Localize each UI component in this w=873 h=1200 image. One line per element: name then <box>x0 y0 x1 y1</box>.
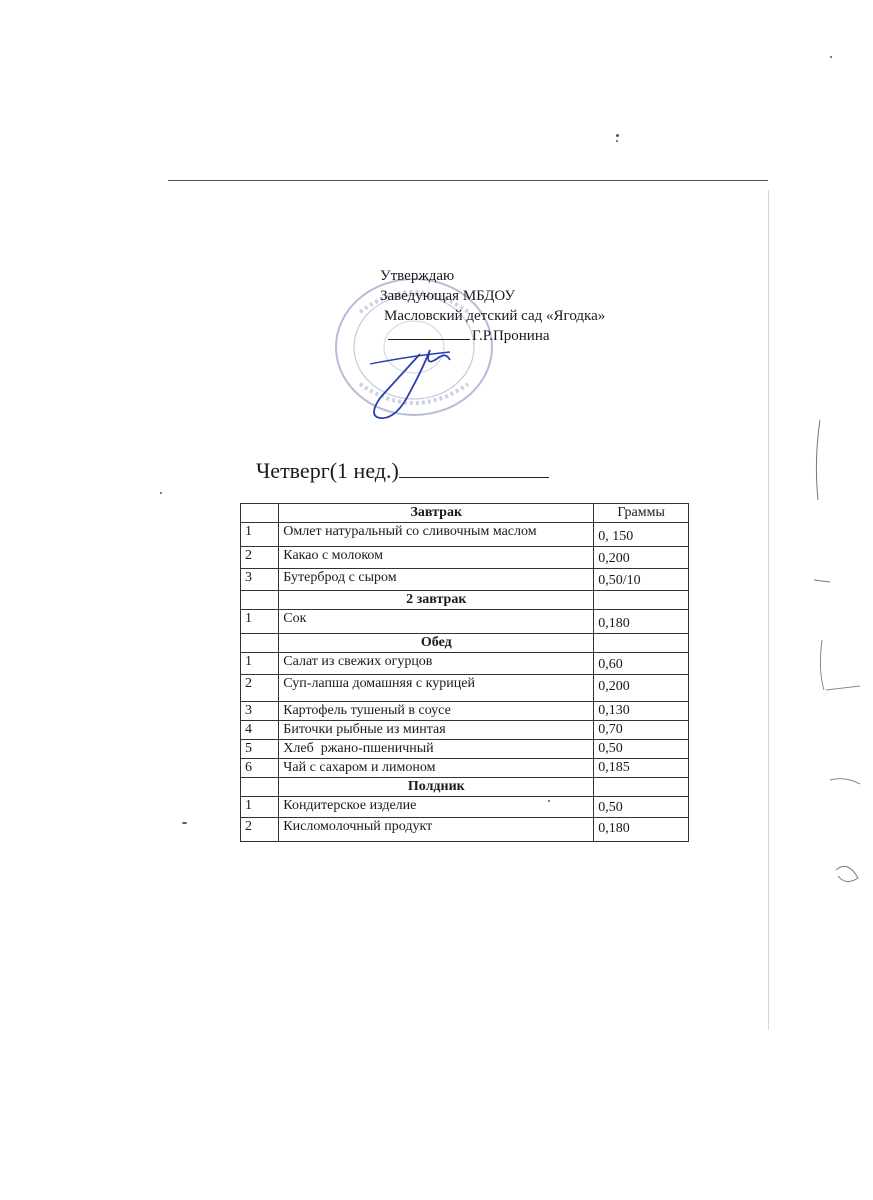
item-grams: 0,70 <box>594 721 689 740</box>
scan-speck <box>182 822 187 824</box>
section-header-row <box>241 634 689 653</box>
table-cell <box>241 634 279 653</box>
item-grams: 0,185 <box>594 759 689 778</box>
scan-speck <box>830 56 832 58</box>
margin-scribbles <box>800 400 873 920</box>
item-number: 1 <box>241 610 279 634</box>
item-grams: 0,200 <box>594 547 689 569</box>
signature-underline <box>388 327 470 340</box>
table-row <box>241 759 689 778</box>
section-title: Обед <box>279 634 594 653</box>
table-cell <box>594 778 689 797</box>
section-header-row <box>241 504 689 523</box>
table-cell <box>241 778 279 797</box>
item-number: 1 <box>241 797 279 818</box>
section-title: Полдник <box>279 778 594 797</box>
approval-position: Заведующая МБДОУ <box>380 288 516 304</box>
approval-organization: Масловский детский сад «Ягодка» <box>384 308 606 324</box>
scan-speck <box>160 492 162 494</box>
item-number: 3 <box>241 702 279 721</box>
table-row <box>241 675 689 702</box>
scan-edge-right <box>768 190 769 1030</box>
item-number: 5 <box>241 740 279 759</box>
table-row <box>241 523 689 547</box>
item-grams: 0,200 <box>594 675 689 702</box>
item-dish: Кондитерское изделие <box>279 797 594 818</box>
item-dish: Омлет натуральный со сливочным маслом <box>279 523 594 547</box>
item-dish: Суп-лапша домашняя с курицей <box>279 675 594 702</box>
table-row <box>241 797 689 818</box>
item-dish: Сок <box>279 610 594 634</box>
grams-column-header: Граммы <box>594 504 689 523</box>
table-cell <box>241 591 279 610</box>
day-title-underline <box>399 461 549 478</box>
section-header-row <box>241 591 689 610</box>
table-row <box>241 569 689 591</box>
day-title <box>256 458 549 484</box>
section-title: 2 завтрак <box>279 591 594 610</box>
item-number: 2 <box>241 675 279 702</box>
item-number: 1 <box>241 523 279 547</box>
table-row <box>241 610 689 634</box>
section-header-row <box>241 778 689 797</box>
item-dish: Картофель тушеный в соусе <box>279 702 594 721</box>
item-dish: Кисломолочный продукт <box>279 818 594 842</box>
scan-edge-top <box>168 180 768 181</box>
day-title-text: Четверг(1 нед.) <box>256 458 399 483</box>
menu-table <box>240 503 689 842</box>
item-dish: Салат из свежих огурцов <box>279 653 594 675</box>
signature-image <box>350 336 470 422</box>
item-grams: 0,50 <box>594 740 689 759</box>
item-dish: Какао с молоком <box>279 547 594 569</box>
approval-signer: Г.Р.Пронина <box>472 328 550 344</box>
approval-heading: Утверждаю <box>380 268 455 284</box>
table-cell <box>594 634 689 653</box>
section-title: Завтрак <box>279 504 594 523</box>
item-grams: 0,50 <box>594 797 689 818</box>
table-row <box>241 702 689 721</box>
approval-block <box>380 266 605 346</box>
item-dish: Хлеб ржано-пшеничный <box>279 740 594 759</box>
table-row <box>241 818 689 842</box>
item-dish: Чай с сахаром и лимоном <box>279 759 594 778</box>
item-grams: 0,180 <box>594 818 689 842</box>
item-number: 1 <box>241 653 279 675</box>
table-cell <box>241 504 279 523</box>
item-number: 4 <box>241 721 279 740</box>
item-grams: 0, 150 <box>594 523 689 547</box>
scan-speck <box>616 140 618 142</box>
item-grams: 0,180 <box>594 610 689 634</box>
item-number: 2 <box>241 547 279 569</box>
item-dish: Биточки рыбные из минтая <box>279 721 594 740</box>
item-number: 6 <box>241 759 279 778</box>
table-cell <box>594 591 689 610</box>
item-grams: 0,130 <box>594 702 689 721</box>
scan-speck <box>616 134 619 137</box>
table-row <box>241 547 689 569</box>
table-row <box>241 740 689 759</box>
item-number: 2 <box>241 818 279 842</box>
item-number: 3 <box>241 569 279 591</box>
approval-signature-row <box>380 326 605 346</box>
item-dish: Бутерброд с сыром <box>279 569 594 591</box>
item-grams: 0,50/10 <box>594 569 689 591</box>
table-row <box>241 653 689 675</box>
item-grams: 0,60 <box>594 653 689 675</box>
table-row <box>241 721 689 740</box>
